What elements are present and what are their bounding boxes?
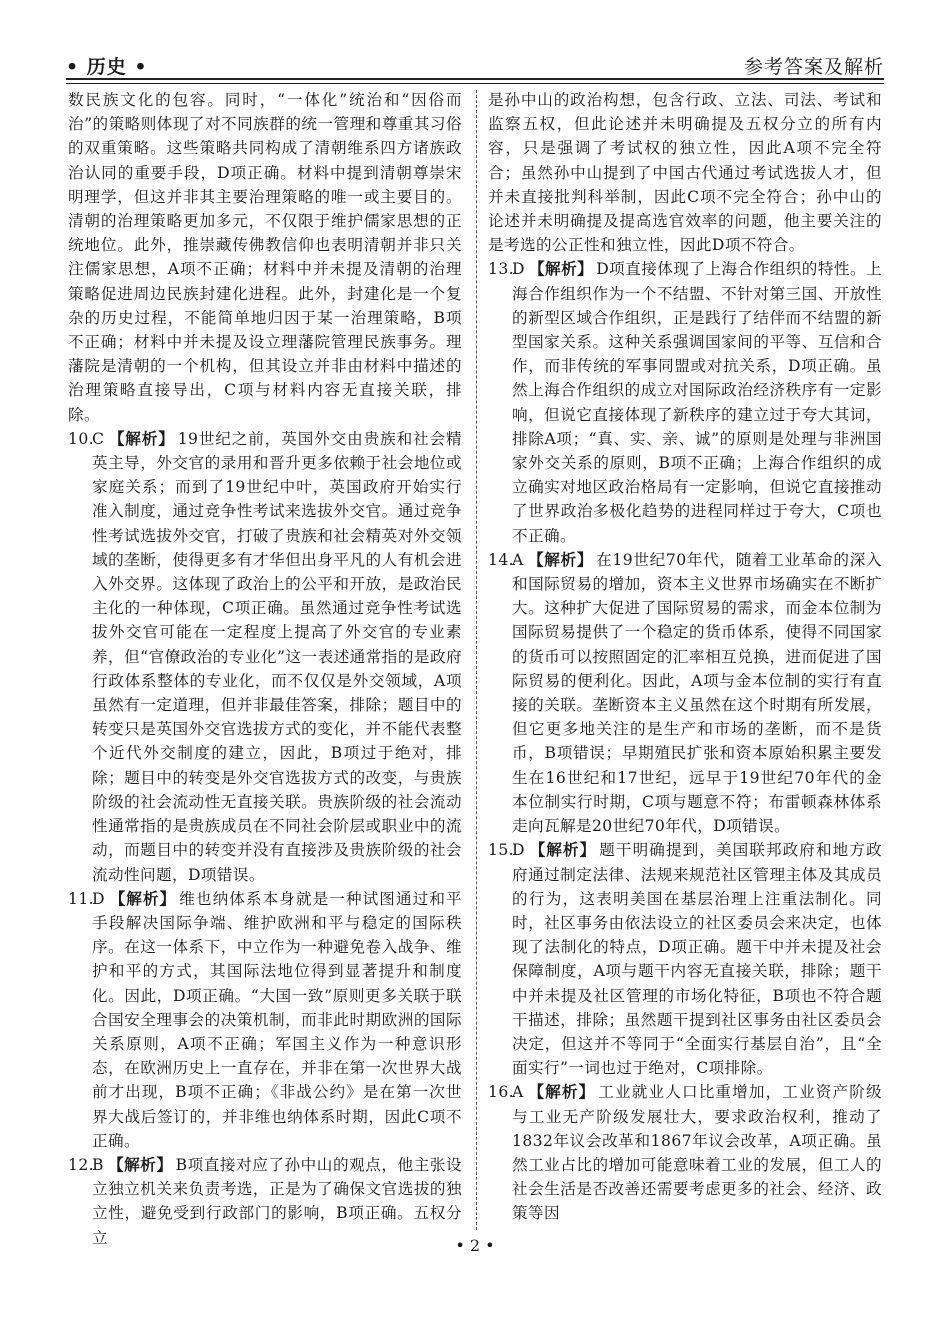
item-answer: D xyxy=(512,260,525,279)
continuation-text: 数民族文化的包容。同时，“一体化”统治和“因俗而治”的策略则体现了对不同族群的统一管理和尊重其习俗的双重策略。这些策略共同构成了清朝维系四方诸族政治认同的重要手段，D项正确。材料中提到清朝尊崇宋明理学，但这并非其主要治理策略的唯一或主要目的。清朝的治理策略更加多元，不仅限于维护儒家思想的正统地位。此外，推崇藏传佛教信仰也表明清朝并非只关注儒家思想，A项不正确；材料中并未提及清朝的治理策略促进周边民族封建化进程。此外，封建化是一个复杂的历史过程，不能简单地归因于某一治理策略，B项不正确；材料中并未提及设立理藩院管理民族事务。理藩院是清朝的一个机构，但其设立并非由材料中描述的治理策略直接导出，C项与材料内容无直接关联，排除。 xyxy=(68,91,462,424)
continuation-text: 是孙中山的政治构想，包含行政、立法、司法、考试和监察五权，但此论述并未明确提及五权分立的所有内容，只是强调了考试权的独立性，因此A项不完全符合；虽然孙中山提到了中国古代通过考试选拔人才，但并未直接批判科举制，因此C项不完全符合；孙中山的论述并未明确提及提高选官效率的问题，他主要关注的是考选的公正性和独立性，因此D项不符合。 xyxy=(488,91,882,255)
section-title: 参考答案及解析 xyxy=(743,56,884,78)
item-number: 13. xyxy=(488,260,514,279)
analysis-tag: 【解析】 xyxy=(108,888,177,908)
item-number: 14. xyxy=(488,550,514,569)
item-answer: B xyxy=(92,1155,104,1174)
item-answer: D xyxy=(512,841,525,860)
answer-item-11 xyxy=(68,887,462,1153)
item-answer: A xyxy=(512,1083,524,1102)
item-number: 12. xyxy=(68,1155,94,1174)
item-text: B项直接对应了孙中山的观点，他主张设立独立机关来负责考选，正是为了确保文官选拔的独立性，避免受到行政部门的影响，B项正确。五权分立 xyxy=(92,1155,462,1247)
column-divider xyxy=(476,90,477,1230)
analysis-tag: 【解析】 xyxy=(528,259,594,279)
item-answer: D xyxy=(92,889,105,908)
page-number: • 2 • xyxy=(455,1236,495,1255)
item-number: 16. xyxy=(488,1083,514,1102)
item-text: D项直接体现了上海合作组织的特性。上海合作组织作为一个不结盟、不针对第三国、开放性的新型区域合作组织，正是践行了结伴而不结盟的新型国家关系。这种关系强调国家间的平等、互信和合作，而非传统的军事同盟或对抗关系，D项正确。虽然上海合作组织的成立对国际政治经济秩序有一定影响，但说它直接体现了新秩序的建立过于夸大其词，排除A项；“真、实、亲、诚”的原则是处理与非洲国家外交关系的原则，B项不正确；上海合作组织的成立确实对地区政治格局有一定影响，但说它直接推动了世界政治多极化趋势的进程同样过于夸大，C项也不正确。 xyxy=(512,260,882,545)
answer-item-10 xyxy=(68,427,462,887)
analysis-tag: 【解析】 xyxy=(108,428,175,448)
item-answer: A xyxy=(512,550,524,569)
subject-label: • 历史 • xyxy=(66,56,148,78)
item-text: 19世纪之前，英国外交由贵族和社会精英主导，外交官的录用和晋升更多依赖于社会地位或家庭关系；而到了19世纪中叶，英国政府开始实行准入制度，通过竞争性考试来选拔外交官。通过竞争性考试选拔外交官，打破了贵族和社会精英对外交领域的垄断，使得更多有才华但出身平凡的人有机会进入外交界。这体现了政治上的公平和开放，是政治民主化的一种体现，C项正确。虽然通过竞争性考试选拔外交官可能在一定程度上提高了外交官的专业素养，但“官僚政治的专业化”这一表述通常指的是政府行政体系整体的专业化，而不仅仅是外交领域，A项虽然有一定道理，但并非最佳答案，排除；题目中的转变只是英国外交官选拔方式的变化，并不能代表整个近代外交制度的建立，因此，B项过于绝对，排除；题目中的转变是外交官选拔方式的改变，与贵族阶级的社会流动性无直接关联。贵族阶级的社会流动性通常指的是贵族成员在不同社会阶层或职业中的流动，而题目中的转变并没有直接涉及贵族阶级的社会流动性问题，D项错误。 xyxy=(92,429,462,884)
right-column xyxy=(488,88,882,1226)
answer-item-15 xyxy=(488,838,882,1080)
answer-item-13 xyxy=(488,257,882,547)
header-rule xyxy=(66,78,884,80)
item-number: 10. xyxy=(68,429,94,448)
header-rule-thin xyxy=(66,83,884,84)
analysis-tag: 【解析】 xyxy=(528,840,597,860)
item-text: 维也纳体系本身就是一种试图通过和平手段解决国际争端、维护欧洲和平与稳定的国际秩序。在这一体系下，中立作为一种避免卷入战争、维护和平的方式，其国际法地位得到显著提升和制度化。因此，D项正确。“大国一致”原则更多关联于联合国安全理事会的决策机制，而非此时期欧洲的国际关系原则，A项不正确；军国主义作为一种意识形态，在欧洲历史上一直存在，并非在第一次世界大战前才出现，B项不正确；《非战公约》是在第一次世界大战后签订的，并非维也纳体系时期，因此C项不正确。 xyxy=(92,889,462,1150)
item-text: 题干明确提到，美国联邦政府和地方政府通过制定法律、法规来规范社区管理主体及其成员的行为，这表明美国在基层治理上注重法制化。同时，社区事务由依法设立的社区委员会来决定，也体现了法制化的特点，D项正确。题干中并未提及社会保障制度，A项与题干内容无直接关联，排除；题干中并未提及社区管理的市场化特征，B项也不符合题干描述，排除；虽然题干提到社区事务由社区委员会决定，但这并不等同于“全面实行基层自治”，且“全面实行”一词也过于绝对，C项排除。 xyxy=(512,841,882,1078)
item-answer: C xyxy=(92,429,105,448)
item-text: 工业就业人口比重增加，工业资产阶级与工业无产阶级发展壮大，要求政治权利，推动了1832年议会改革和1867年议会改革，A项正确。虽然工业占比的增加可能意味着工业的发展，但工人的社会生活是否改善还需要考虑更多的社会、经济、政策等因 xyxy=(512,1083,882,1223)
answer-item-14 xyxy=(488,548,882,838)
item-number: 11. xyxy=(68,889,94,908)
item-text: 在19世纪70年代，随着工业革命的深入和国际贸易的增加，资本主义世界市场确实在不断扩大。这种扩大促进了国际贸易的需求，而金本位制为国际贸易提供了一个稳定的货币体系，使得不同国家的货币可以按照固定的汇率相互兑换，进而促进了国际贸易的便利化。因此，A项与金本位制的实行有直接的关联。垄断资本主义虽然在这个时期有所发展，但它更多地关注的是生产和市场的垄断，而不是货币，B项错误；早期殖民扩张和资本原始积累主要发生在16世纪和17世纪，远早于19世纪70年代的金本位制实行时期，C项与题意不符；布雷顿森林体系走向瓦解是20世纪70年代，D项错误。 xyxy=(512,550,882,836)
answer-item-16 xyxy=(488,1080,882,1225)
item-number: 15. xyxy=(488,841,514,860)
analysis-tag: 【解析】 xyxy=(527,549,594,569)
left-column xyxy=(68,88,462,1250)
analysis-tag: 【解析】 xyxy=(527,1082,596,1102)
analysis-tag: 【解析】 xyxy=(107,1154,173,1174)
page-header xyxy=(66,46,884,80)
